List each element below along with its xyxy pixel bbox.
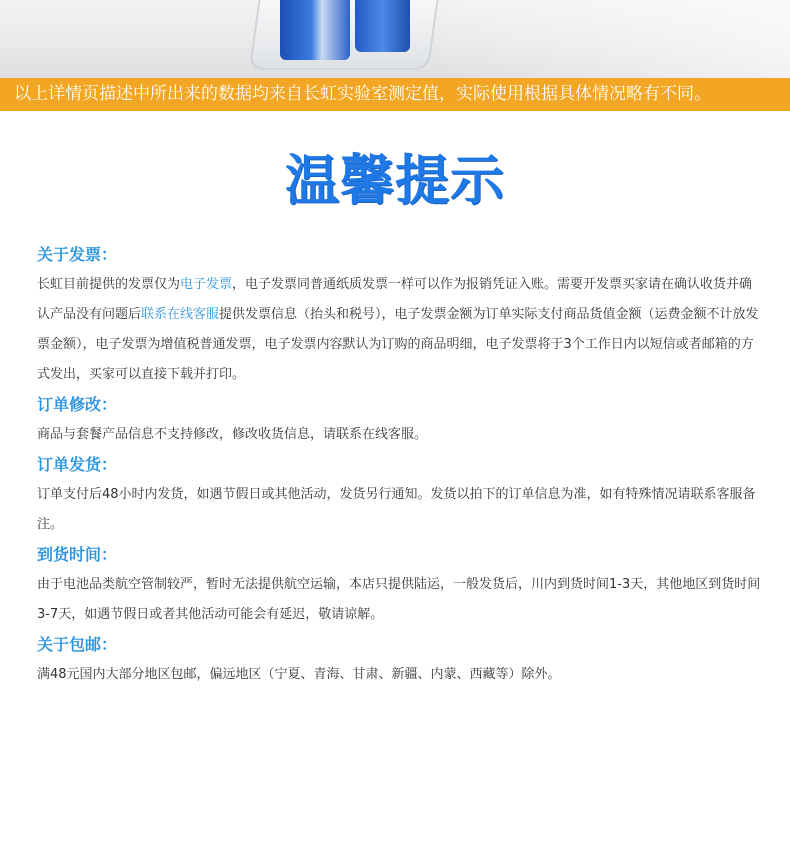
page-title: 温馨提示 [285,149,505,212]
e-invoice-link[interactable]: 电子发票 [180,277,233,292]
modify-text: 商品与套餐产品信息不支持修改，修改收货信息，请联系在线客服。 [37,427,428,442]
invoice-text-part-1: 长虹目前提供的发票仅为 [37,277,181,292]
battery-image [280,0,350,60]
freeship-heading: 关于包邮： [37,635,118,654]
contact-service-link[interactable]: 联系在线客服 [141,307,220,322]
modify-heading: 订单修改： [37,395,118,414]
invoice-text-part-2: ，电子发票同普通纸质发票一样可以作为报销凭证入账。需要开发票买家请在确认收货并确认产品没有问题后 [37,277,753,322]
shipping-heading: 订单发货： [37,455,118,474]
photo-highlight [430,0,790,78]
invoice-text [37,270,762,390]
product-photo-strip [0,0,790,78]
invoice-text-part-3: 提供发票信息（抬头和税号），电子发票金额为订单实际支付商品货值金额（运费金额不计放发票金额），电子发票为增值税普通发票，电子发票内容默认为订购的商品明细，电子发票将于3个工作日内以短信或者邮箱的方式发出，买家可以直接下载并打印。 [37,307,759,382]
arrival-heading: 到货时间： [37,545,118,564]
arrival-text: 由于电池品类航空管制较严，暂时无法提供航空运输，本店只提供陆运，一般发货后，川内到货时间1-3天，其他地区到货时间3-7天，如遇节假日或者其他活动可能会有延迟，敬请谅解。 [37,577,761,622]
notice-content [37,240,762,690]
battery-image-2 [355,0,410,52]
invoice-heading: 关于发票： [37,245,118,264]
shipping-text: 订单支付后48小时内发货，如遇节假日或其他活动，发货另行通知。发货以拍下的订单信息为准，如有特殊情况请联系客服备注。 [37,487,756,532]
disclaimer-banner: 以上详情页描述中所出来的数据均来自长虹实验室测定值，实际使用根据具体情况略有不同。 [0,78,790,111]
freeship-text: 满48元国内大部分地区包邮，偏远地区（宁夏、青海、甘肃、新疆、内蒙、西藏等）除外。 [37,667,561,682]
